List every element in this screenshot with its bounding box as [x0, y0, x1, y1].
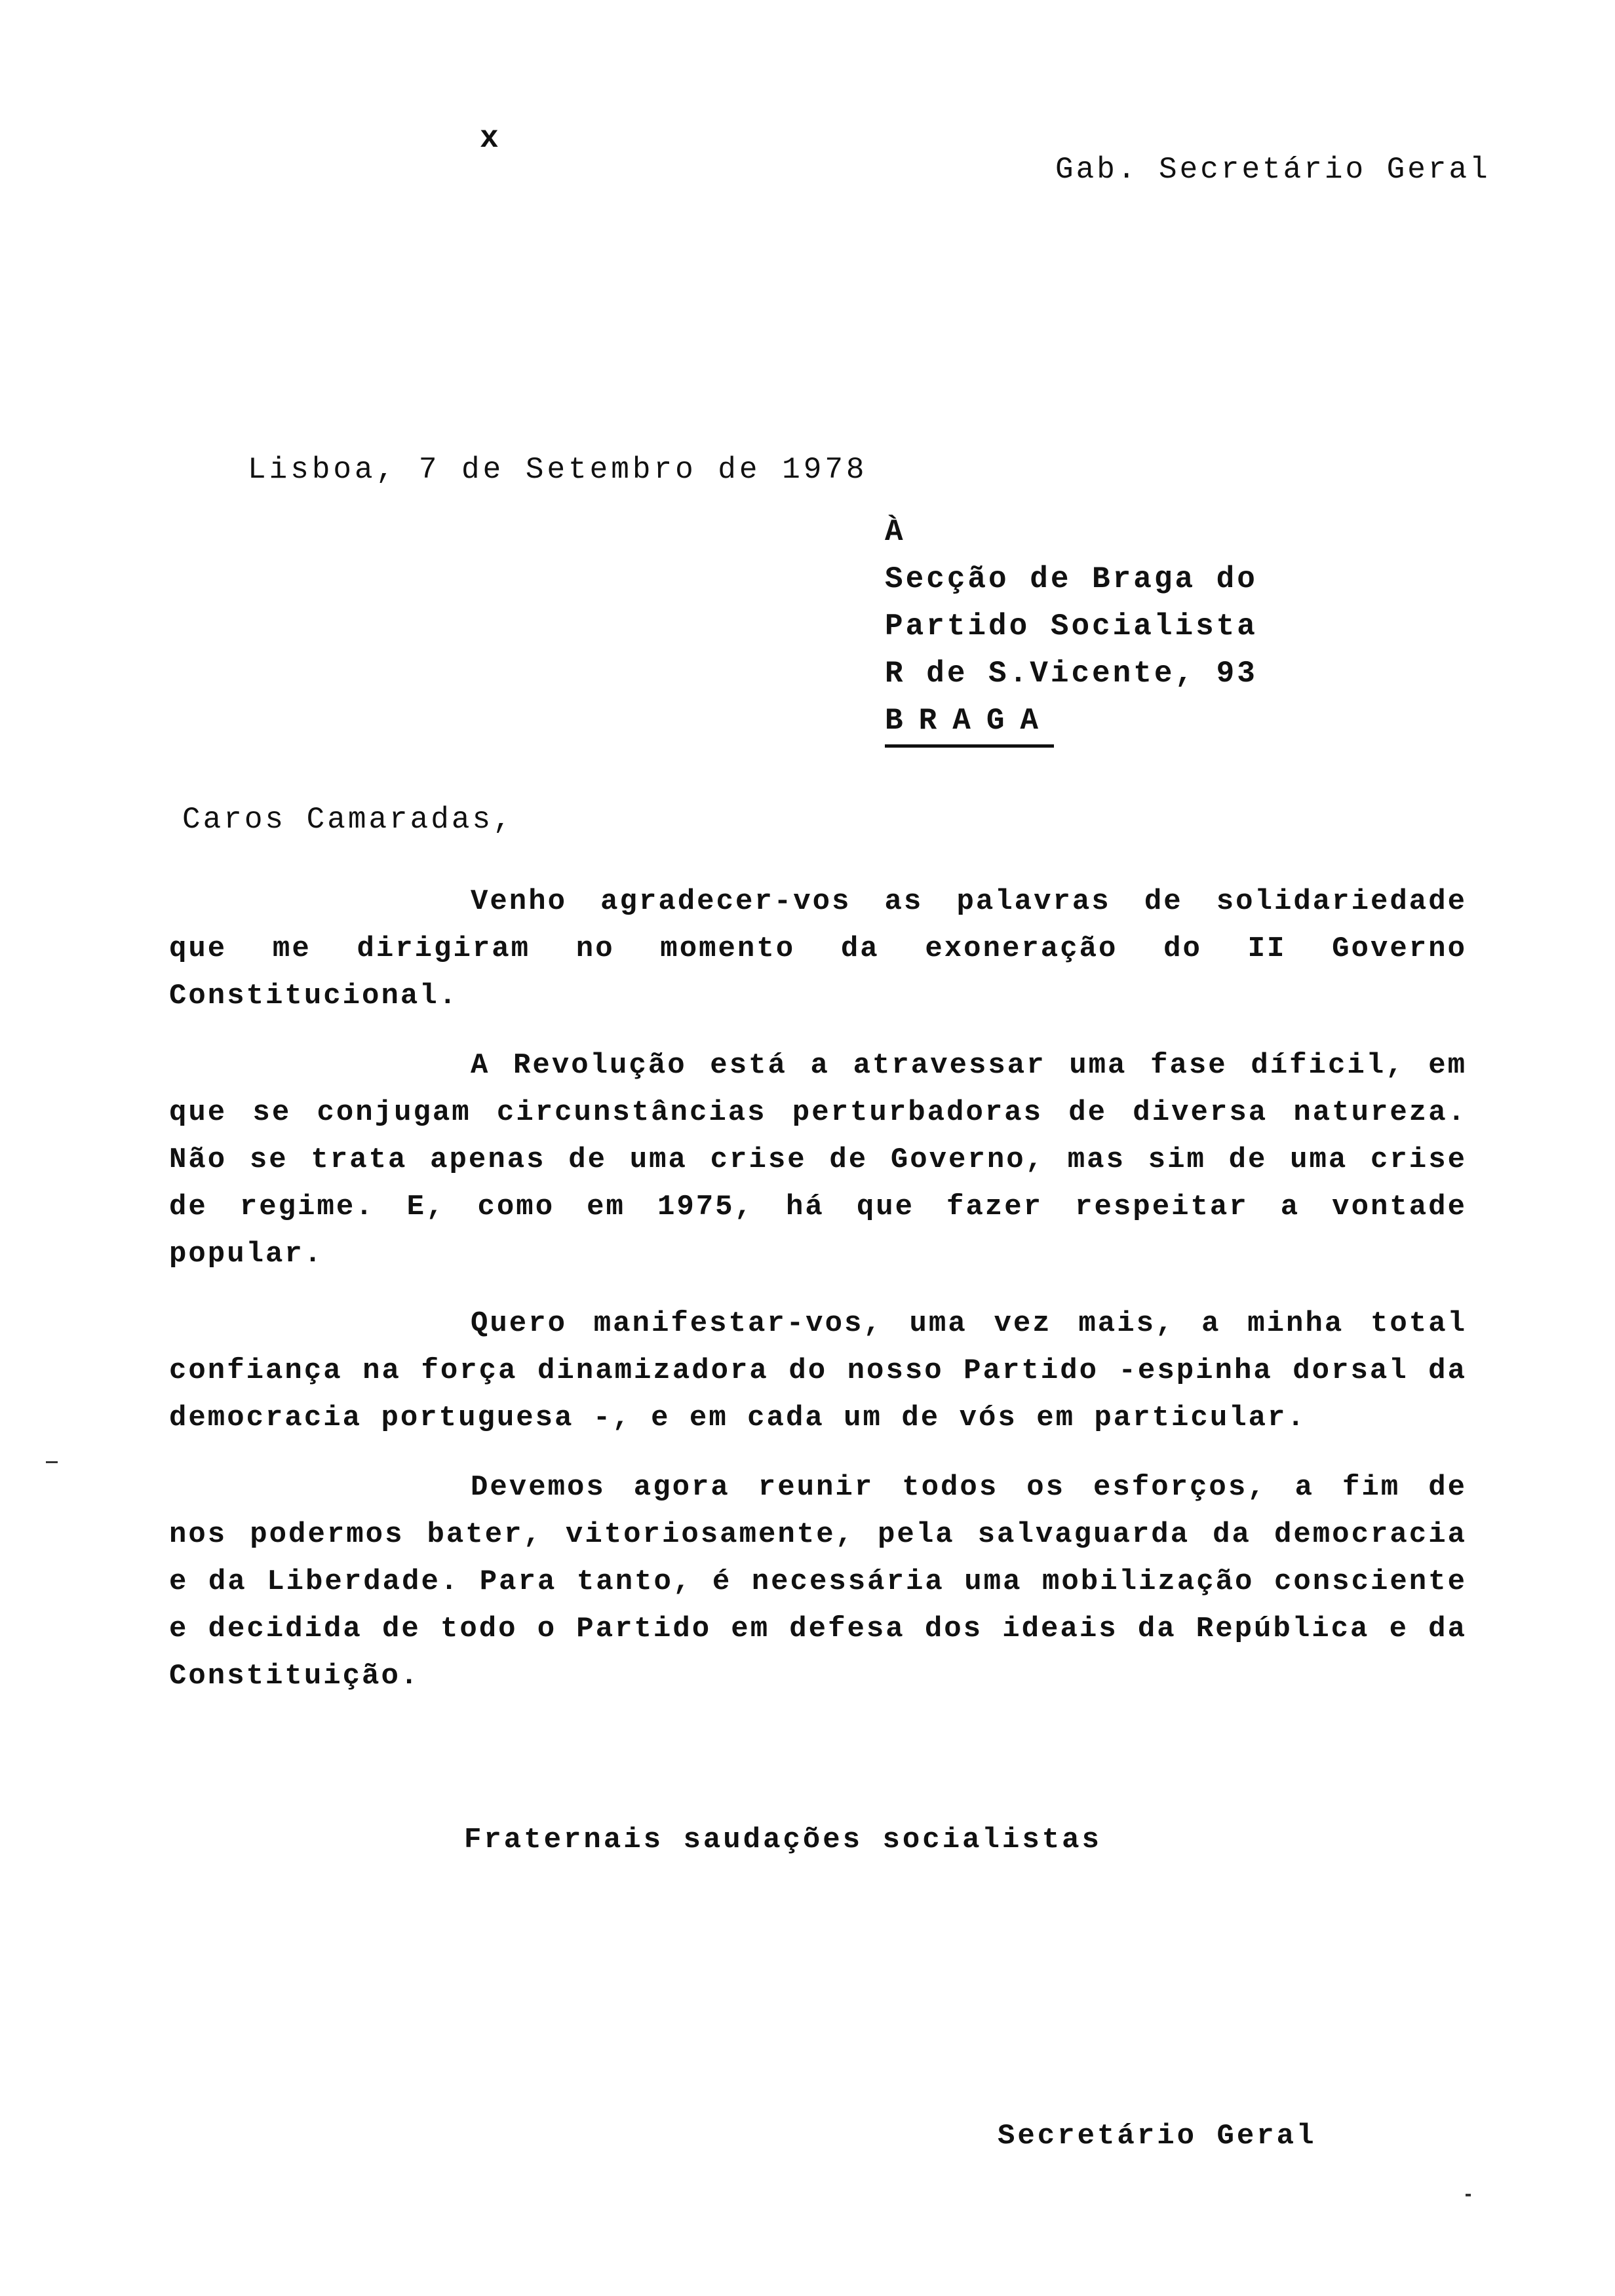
recipient-line-3: R de S.Vicente, 93 — [885, 657, 1258, 691]
scan-speck — [1466, 2194, 1471, 2196]
closing-line: Fraternais saudações socialistas — [464, 1824, 1102, 1856]
office-header: Gab. Secretário Geral — [1055, 153, 1490, 187]
recipient-to: À — [885, 515, 906, 549]
recipient-line-2: Partido Socialista — [885, 609, 1258, 643]
paragraph-1: Venho agradecer-vos as palavras de solidariedade que me dirigiram no momento da exoneração do II Governo Constitucional. — [169, 885, 1467, 1012]
salutation: Caros Camaradas, — [182, 803, 514, 837]
header-mark: x — [480, 121, 499, 157]
place-date: Lisboa, 7 de Setembro de 1978 — [248, 453, 868, 487]
letter-body — [169, 878, 1467, 1722]
paragraph-4: Devemos agora reunir todos os esforços, a fim de nos podermos bater, vitoriosamente, pela salvaguarda da democracia e da Liberdade. Para tanto, é necessária uma mobilização consciente e decidida de todo o Partido em defesa dos ideais da República e da Constituição. — [169, 1471, 1467, 1693]
recipient-city-line — [885, 697, 1258, 748]
scan-speck — [46, 1461, 58, 1463]
recipient-line-1: Secção de Braga do — [885, 562, 1258, 596]
paragraph-3: Quero manifestar-vos, uma vez mais, a minha total confiança na força dinamizadora do nosso Partido -espinha dorsal da democracia portuguesa -, e em cada um de vós em particular. — [169, 1307, 1467, 1434]
recipient-city: BRAGA — [885, 704, 1054, 748]
paragraph-2: A Revolução está a atravessar uma fase díficil, em que se conjugam circunstâncias perturbadoras de diversa natureza. Não se trata apenas de uma crise de Governo, mas sim de uma crise de regime. E, como em 1975, há que fazer respeitar a vontade popular. — [169, 1049, 1467, 1271]
recipient-address — [885, 508, 1258, 748]
signature-line: Secretário Geral — [998, 2120, 1317, 2152]
